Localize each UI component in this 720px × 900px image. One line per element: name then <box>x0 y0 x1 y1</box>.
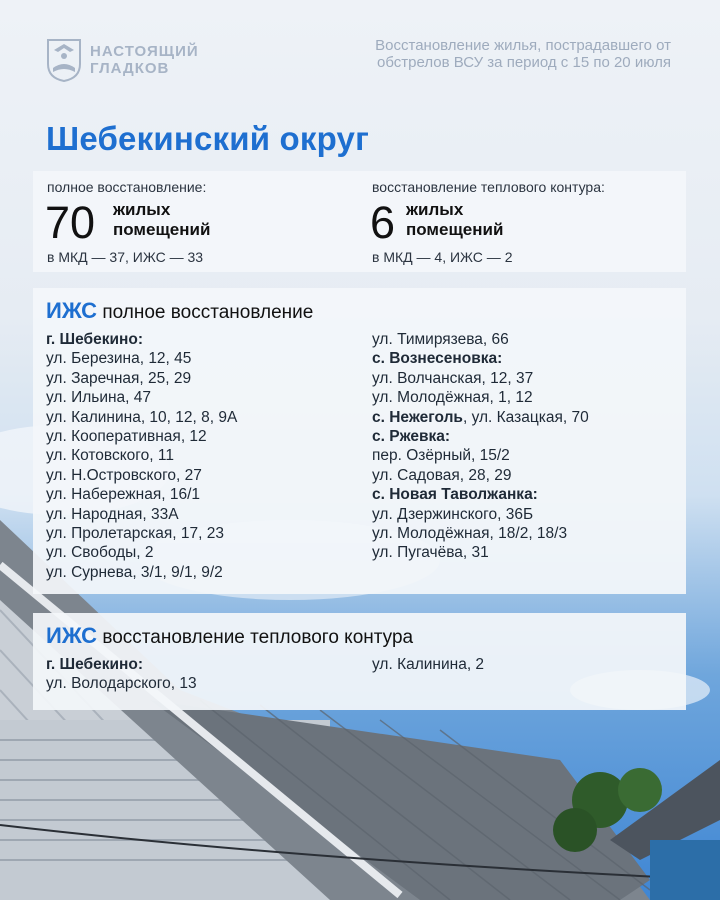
list-item: ул. Садовая, 28, 29 <box>372 466 512 484</box>
brand-line-2: ГЛАДКОВ <box>90 60 170 77</box>
list-item: ул. Березина, 12, 45 <box>46 350 192 368</box>
list-item: г. Шебекино: <box>46 331 143 348</box>
address-list-left <box>46 330 237 582</box>
list-item: ул. Дзержинского, 36Б <box>372 505 534 523</box>
list-item: г. Шебекино: <box>46 656 143 673</box>
contour-restoration-card <box>33 613 686 710</box>
contour-restoration-unit <box>406 200 503 240</box>
full-restoration-unit <box>113 200 210 240</box>
locality-name: с. Нежеголь <box>372 408 463 426</box>
address-list-right <box>372 655 484 674</box>
list-item: ул. Сурнева, 3/1, 9/1, 9/2 <box>46 563 223 581</box>
list-item: ул. Молодёжная, 18/2, 18/3 <box>372 525 568 543</box>
address-text: , ул. Казацкая, 70 <box>462 408 589 426</box>
list-item: ул. Набережная, 16/1 <box>46 486 200 504</box>
brand-name <box>90 43 199 77</box>
list-item <box>372 408 589 427</box>
header-note: Восстановление жилья, пострадавшего от обстрелов ВСУ за период с 15 по 20 июля <box>375 37 671 71</box>
list-item: с. Вознесеновка: <box>372 350 503 368</box>
page-title: Шебекинский округ <box>46 120 370 157</box>
coat-of-arms-icon <box>46 38 82 82</box>
list-item: ул. Калинина, 2 <box>372 656 485 673</box>
list-item: ул. Калинина, 10, 12, 8, 9А <box>46 408 238 426</box>
list-item: с. Ржевка: <box>372 428 451 446</box>
unit-line-2: помещений <box>406 220 504 239</box>
address-list-right <box>372 330 589 563</box>
list-item: пер. Озёрный, 15/2 <box>372 447 510 465</box>
list-item: ул. Кооперативная, 12 <box>46 428 207 446</box>
brand-line-1: НАСТОЯЩИЙ <box>90 43 199 60</box>
list-item: ул. Молодёжная, 1, 12 <box>372 389 533 407</box>
list-item: ул. Тимирязева, 66 <box>372 331 509 348</box>
section-accent: ИЖС <box>46 298 98 323</box>
full-restoration-label: полное восстановление: <box>47 179 207 195</box>
unit-line-1: жилых <box>113 200 171 219</box>
section-accent: ИЖС <box>46 623 98 648</box>
list-item: ул. Ильина, 47 <box>46 389 152 407</box>
section-title <box>46 298 313 324</box>
list-item: ул. Пугачёва, 31 <box>372 544 489 562</box>
list-item: ул. Н.Островского, 27 <box>46 466 202 484</box>
list-item: ул. Заречная, 25, 29 <box>46 369 192 387</box>
contour-restoration-number: 6 <box>370 197 396 248</box>
list-item: с. Новая Таволжанка: <box>372 486 538 504</box>
contour-restoration-label: восстановление теплового контура: <box>372 179 605 195</box>
list-item: ул. Свободы, 2 <box>46 544 154 562</box>
stats-card <box>33 171 686 272</box>
full-restoration-number: 70 <box>45 197 96 248</box>
section-title <box>46 623 413 649</box>
section-title-text: восстановление теплового контура <box>102 627 414 648</box>
unit-line-2: помещений <box>113 220 211 239</box>
unit-line-1: жилых <box>406 200 464 219</box>
list-item: ул. Народная, 33А <box>46 505 179 523</box>
contour-restoration-breakdown: в МКД — 4, ИЖС — 2 <box>372 249 513 265</box>
list-item: ул. Володарского, 13 <box>46 675 197 693</box>
address-list-left <box>46 655 197 694</box>
full-restoration-card <box>33 288 686 594</box>
full-restoration-breakdown: в МКД — 37, ИЖС — 33 <box>47 249 204 265</box>
list-item: ул. Пролетарская, 17, 23 <box>46 525 225 543</box>
section-title-text: полное восстановление <box>102 302 314 323</box>
list-item: ул. Волчанская, 12, 37 <box>372 369 534 387</box>
brand-logo <box>46 38 199 82</box>
list-item: ул. Котовского, 11 <box>46 447 174 465</box>
